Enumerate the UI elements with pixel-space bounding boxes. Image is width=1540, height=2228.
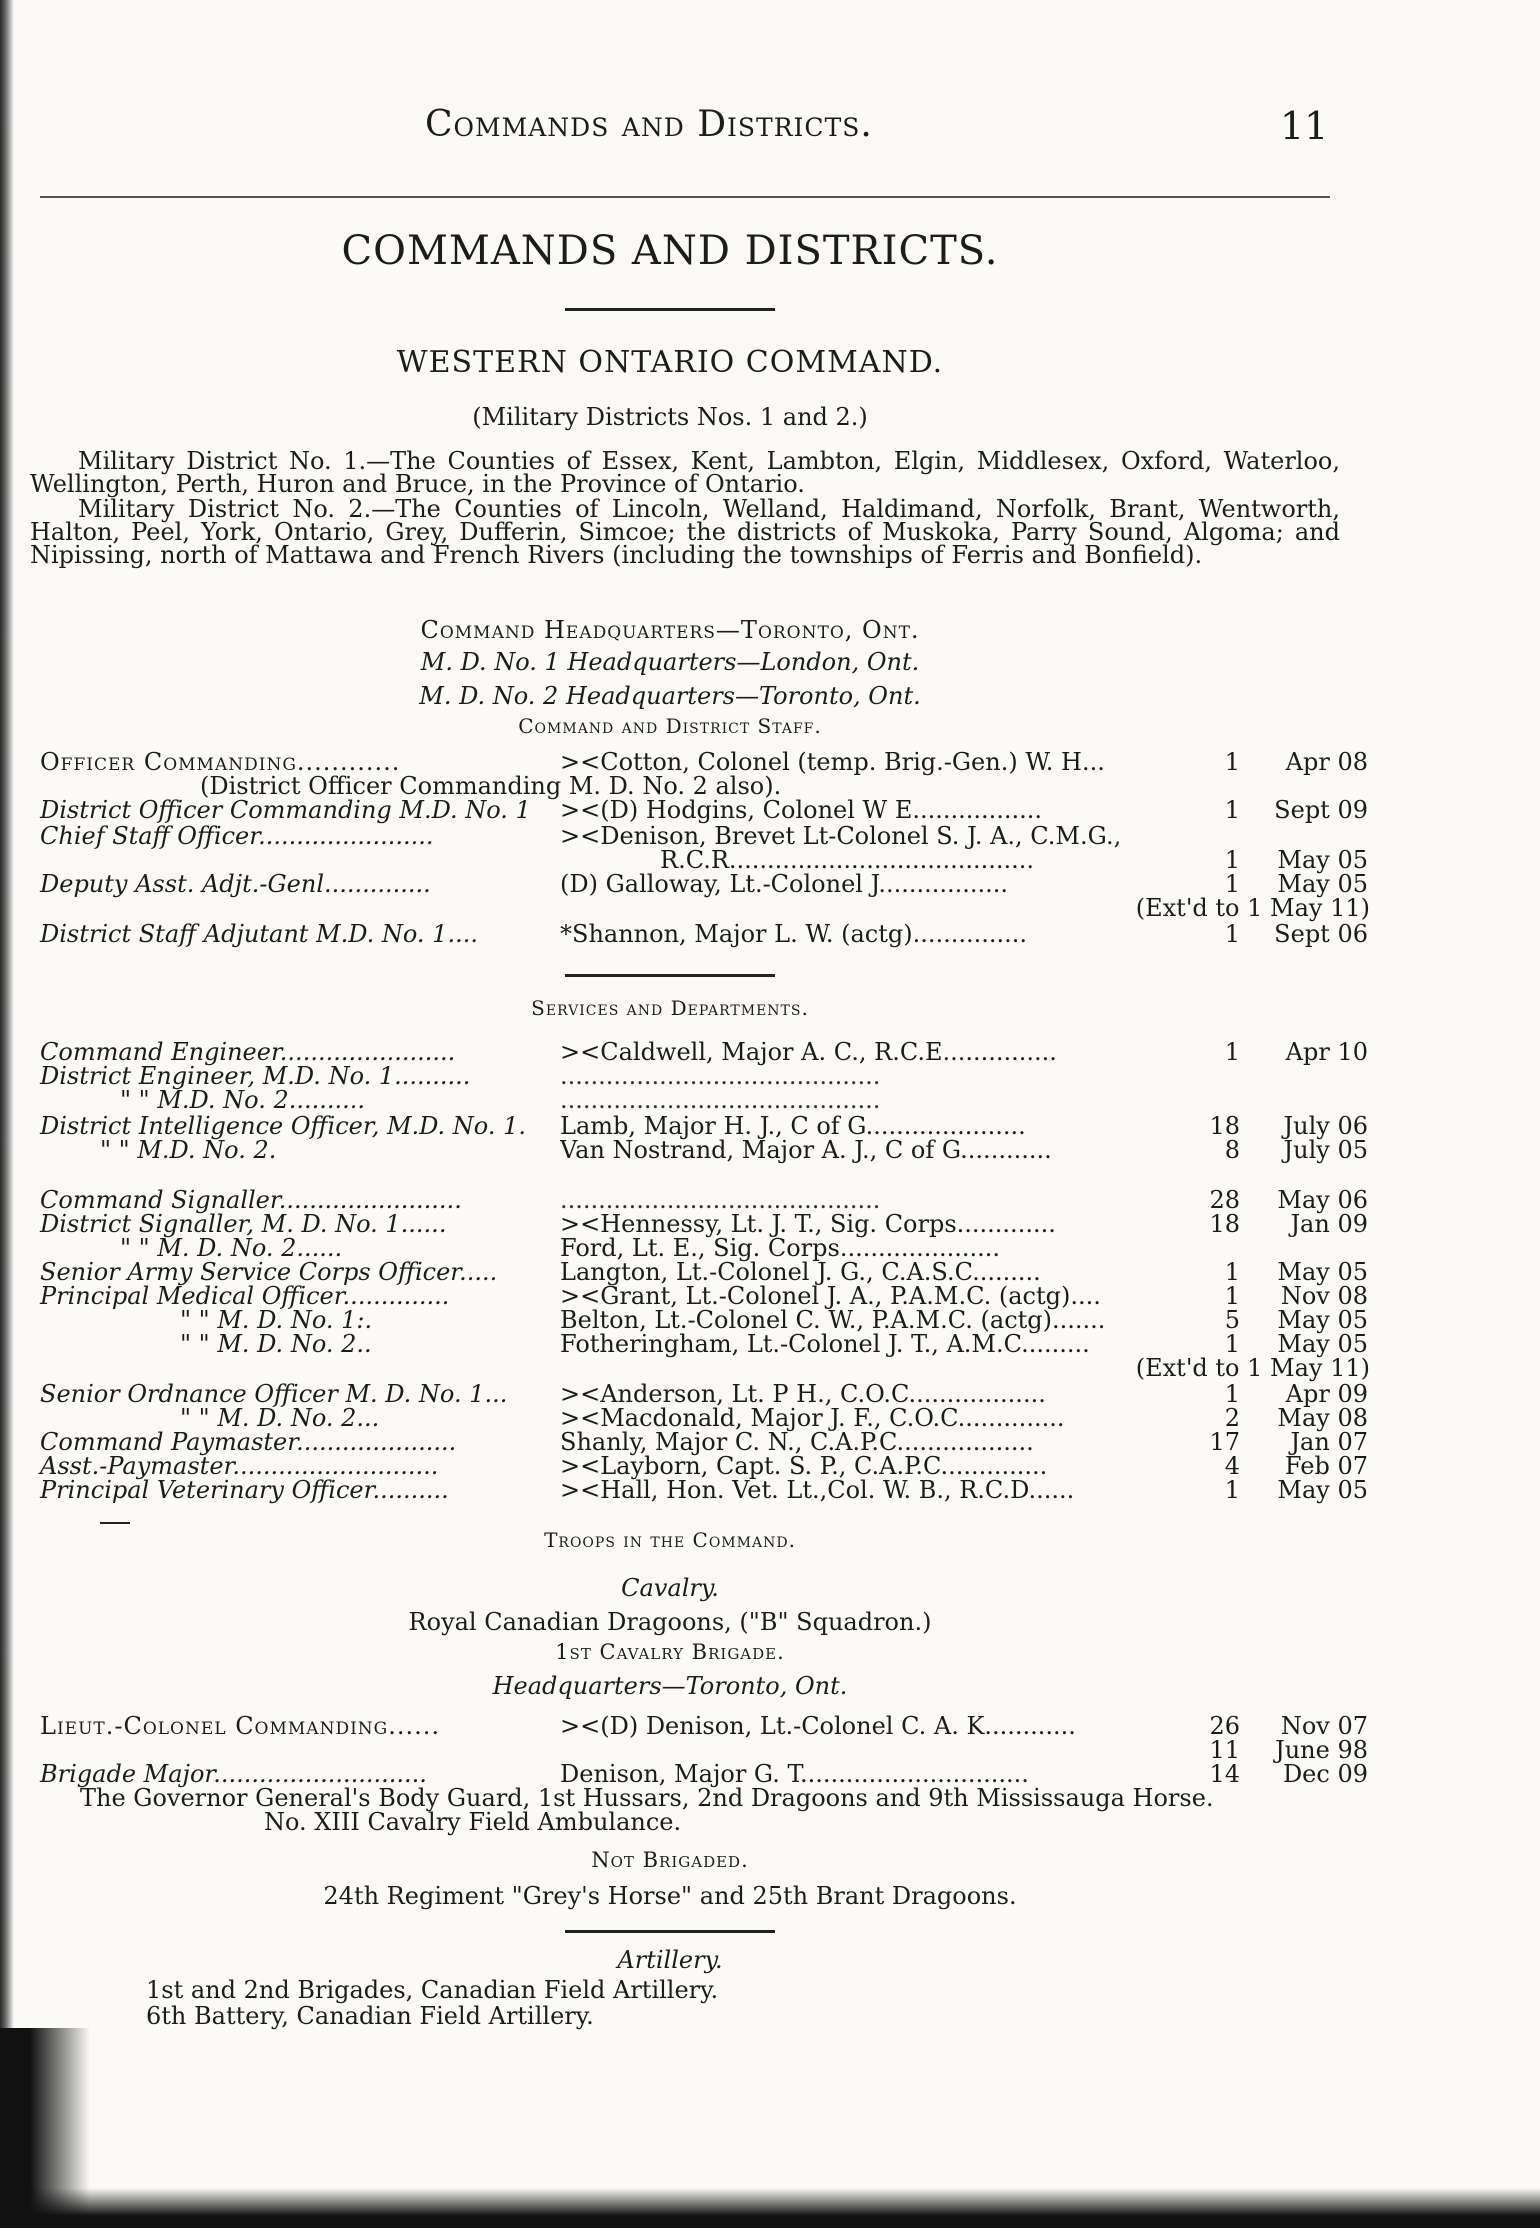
service-row [40,1306,1368,1334]
service-row-num: 8 [1224,1136,1240,1164]
service-row-date: May 05 [1277,1258,1368,1286]
brigade-row-date: June 98 [1275,1736,1368,1764]
service-row-entry: .......................................... [560,1086,881,1114]
staff-row-entry: *Shannon, Major L. W. (actg)............... [560,920,1028,948]
service-row-num: 18 [1209,1112,1240,1140]
cavalry-field-ambulance: No. XIII Cavalry Field Ambulance. [264,1808,682,1836]
cavalry-unit: Royal Canadian Dragoons, ("B" Squadron.) [408,1608,932,1636]
service-row-num: 18 [1209,1210,1240,1238]
not-brigaded-units: 24th Regiment "Grey's Horse" and 25th Brant Dragoons. [323,1882,1017,1910]
staff-row [40,920,1368,948]
running-title: Commands and Districts. [425,104,873,145]
staff-row-label: Deputy Asst. Adjt.-Genl.............. [40,870,431,898]
page-bottom-shadow [0,2188,1540,2228]
brigade-headquarters: Headquarters—Toronto, Ont. [492,1672,848,1700]
service-row-date: May 05 [1277,1476,1368,1504]
staff-row [40,894,1370,922]
service-row-label: " " M. D. No. 2.. [180,1330,372,1358]
staff-row-entry: ><(D) Hodgins, Colonel W E................. [560,796,1043,824]
brigade-row-entry: ><(D) Denison, Lt.-Colonel C. A. K............ [560,1712,1076,1740]
service-row [40,1258,1368,1286]
brigade-heading: 1st Cavalry Brigade. [555,1640,785,1664]
services-heading: Services and Departments. [531,996,809,1020]
troops-heading: Troops in the Command. [544,1528,796,1552]
artillery-heading: Artillery. [617,1946,723,1974]
service-row-entry: Shanly, Major C. N., C.A.P.C.................. [560,1428,1034,1456]
md2-headquarters: M. D. No. 2 Headquarters—Toronto, Ont. [419,682,921,710]
staff-row-num: 1 [1224,870,1240,898]
service-row-num: 5 [1224,1306,1240,1334]
staff-row-date: Sept 09 [1274,796,1368,824]
service-row [40,1330,1368,1358]
service-row-date: Jan 09 [1290,1210,1368,1238]
service-row-entry: .......................................... [560,1186,881,1214]
brigade-row-num: 26 [1209,1712,1240,1740]
staff-row-date: Apr 08 [1285,748,1368,776]
staff-row-label: District Officer Commanding M.D. No. 1 [40,796,531,824]
service-row-label: " " M.D. No. 2.......... [120,1086,366,1114]
staff-row-entry: (District Officer Commanding M. D. No. 2 also). [200,772,782,800]
title-rule [565,308,775,311]
service-row-date: Feb 07 [1284,1452,1368,1480]
service-row-label: Asst.-Paymaster........................... [40,1452,439,1480]
service-row-entry: ><Macdonald, Major J. F., C.O.C.............. [560,1404,1065,1432]
service-row-num: 1 [1224,1330,1240,1358]
service-row [40,1428,1368,1456]
command-name: WESTERN ONTARIO COMMAND. [396,345,944,380]
section-rule [565,1930,775,1933]
service-row-label: Senior Ordnance Officer M. D. No. 1... [40,1380,508,1408]
service-row-entry: Van Nostrand, Major A. J., C of G............ [560,1136,1052,1164]
brigade-row-entry: Denison, Major G. T.............................. [560,1760,1029,1788]
service-row-entry: ><Anderson, Lt. P H., C.O.C.................. [560,1380,1046,1408]
service-row-num: 4 [1224,1452,1240,1480]
staff-row-date: May 05 [1277,870,1368,898]
page-title: COMMANDS AND DISTRICTS. [341,228,999,274]
service-row-entry: ><Hennessy, Lt. J. T., Sig. Corps............. [560,1210,1056,1238]
staff-row [40,772,1340,798]
service-row-date: Apr 09 [1285,1380,1368,1408]
service-row-date: May 05 [1277,1306,1368,1334]
staff-row-entry: ><Cotton, Colonel (temp. Brig.-Gen.) W. H... [560,748,1105,776]
service-row-entry: ><Layborn, Capt. S. P., C.A.P.C.............. [560,1452,1048,1480]
staff-row-num: 1 [1224,920,1240,948]
staff-row-label: District Staff Adjutant M.D. No. 1.... [40,920,478,948]
brigade-row-num: 11 [1209,1736,1240,1764]
md1-headquarters: M. D. No. 1 Headquarters—London, Ont. [420,648,920,676]
staff-row-entry: R.C.R........................................ [660,846,1035,874]
service-row-num: 17 [1209,1428,1240,1456]
service-row [40,1062,1340,1088]
service-row-label: " " M.D. No. 2. [100,1136,277,1164]
service-row-entry: ><Hall, Hon. Vet. Lt.,Col. W. B., R.C.D...... [560,1476,1075,1504]
service-row-label: " " M. D. No. 2...... [120,1234,343,1262]
brigade-row-num: 14 [1209,1760,1240,1788]
service-row-num: 28 [1209,1186,1240,1214]
service-row [40,1210,1368,1238]
service-row-date: July 05 [1283,1136,1368,1164]
section-rule [565,974,775,977]
service-row-date: May 08 [1277,1404,1368,1432]
service-row-entry: ><Caldwell, Major A. C., R.C.E............... [560,1038,1057,1066]
staff-heading: Command and District Staff. [518,714,822,738]
service-row [40,1136,1368,1164]
staff-row [40,870,1368,898]
service-row-entry: ><Grant, Lt.-Colonel J. A., P.A.M.C. (actg).... [560,1282,1101,1310]
service-row-entry: Lamb, Major H. J., C of G..................... [560,1112,1026,1140]
staff-row [40,796,1368,824]
service-row-label: Senior Army Service Corps Officer..... [40,1258,498,1286]
staff-row [40,822,1340,848]
staff-row [40,748,1368,776]
command-headquarters: Command Headquarters—Toronto, Ont. [420,616,920,644]
cavalry-heading: Cavalry. [621,1574,719,1602]
service-row-date: May 06 [1277,1186,1368,1214]
brigade-row-date: Nov 07 [1280,1712,1368,1740]
service-row-num: 2 [1224,1404,1240,1432]
service-row-date: May 05 [1277,1330,1368,1358]
service-row-label: District Engineer, M.D. No. 1.......... [40,1062,471,1090]
staff-row-num: 1 [1224,846,1240,874]
service-row [40,1186,1368,1214]
service-row [40,1476,1368,1504]
service-row-date: July 06 [1283,1112,1368,1140]
service-row-entry: .......................................... [560,1062,881,1090]
command-subtitle: (Military Districts Nos. 1 and 2.) [472,403,868,431]
service-row-label: Command Signaller........................ [40,1186,462,1214]
brigade-row-label: Brigade Major............................ [40,1760,427,1788]
service-row-entry: Ford, Lt. E., Sig. Corps..................... [560,1234,1001,1262]
service-row-num: 1 [1224,1282,1240,1310]
artillery-unit: 1st and 2nd Brigades, Canadian Field Artillery. [146,1976,719,2004]
service-row-num: 1 [1224,1380,1240,1408]
running-header [0,104,1540,160]
service-row [40,1112,1368,1140]
staff-row-label: Chief Staff Officer....................... [40,822,434,850]
page-number: 11 [1280,104,1329,148]
service-row-num: 1 [1224,1476,1240,1504]
brigade-units: The Governor General's Body Guard, 1st Hussars, 2nd Dragoons and 9th Mississauga Horse. [80,1784,1214,1812]
district-2-description: Military District No. 2.—The Counties of Lincoln, Welland, Haldimand, Norfolk, Brant, Wentworth, Halton, Peel, York, Ontario, Grey, Dufferin, Simcoe; the districts of Muskoka, Parry Sound, Algoma; and Nipissing, north of Mattawa and French Rivers (including the townships of Ferris and Bonfield). [30,495,1340,569]
service-row-label: Command Paymaster..................... [40,1428,457,1456]
service-row [40,1234,1340,1260]
staff-row-label: Officer Commanding............ [40,748,401,776]
brigade-row-label: Lieut.-Colonel Commanding...... [40,1712,441,1740]
staff-row-entry: (D) Galloway, Lt.-Colonel J................. [560,870,1009,898]
brigade-row-date: Dec 09 [1282,1760,1368,1788]
service-row-note: (Ext'd to 1 May 11) [1135,1354,1370,1382]
artillery-unit: 6th Battery, Canadian Field Artillery. [146,2002,594,2030]
brigade-row [40,1760,1368,1788]
section-mark [100,1522,130,1524]
staff-row-date: Sept 06 [1274,920,1368,948]
service-row-date: Nov 08 [1280,1282,1368,1310]
service-row-date: Apr 10 [1285,1038,1368,1066]
district-descriptions [30,447,1340,569]
district-1-description: Military District No. 1.—The Counties of Essex, Kent, Lambton, Elgin, Middlesex, Oxford, Waterloo, Wellington, Perth, Huron and Bruce, in the Province of Ontario. [30,447,1340,498]
service-row-label: " " M. D. No. 2... [180,1404,380,1432]
service-row [40,1038,1368,1066]
brigade-row [40,1712,1368,1740]
brigade-row [40,1736,1368,1764]
service-row-label: District Signaller, M. D. No. 1...... [40,1210,447,1238]
service-row-entry: Langton, Lt.-Colonel J. G., C.A.S.C......... [560,1258,1041,1286]
service-row-date: Jan 07 [1290,1428,1368,1456]
not-brigaded-heading: Not Brigaded. [591,1848,749,1872]
service-row [40,1404,1368,1432]
service-row-label: Principal Veterinary Officer.......... [40,1476,449,1504]
service-row [40,1380,1368,1408]
service-row-entry: Belton, Lt.-Colonel C. W., P.A.M.C. (actg)....... [560,1306,1106,1334]
staff-row-num: 1 [1224,748,1240,776]
service-row-num: 1 [1224,1258,1240,1286]
service-row [40,1086,1340,1112]
service-row [40,1354,1370,1382]
service-row [40,1282,1368,1310]
service-row-num: 1 [1224,1038,1240,1066]
service-row-label: Principal Medical Officer.............. [40,1282,450,1310]
staff-row-note: (Ext'd to 1 May 11) [1135,894,1370,922]
staff-row [40,846,1368,874]
staff-row-num: 1 [1224,796,1240,824]
service-row-label: " " M. D. No. 1:. [180,1306,373,1334]
header-rule [40,196,1330,198]
service-row [40,1452,1368,1480]
service-row-entry: Fotheringham, Lt.-Colonel J. T., A.M.C......... [560,1330,1090,1358]
service-row-label: District Intelligence Officer, M.D. No. 1. [40,1112,526,1140]
staff-row-date: May 05 [1277,846,1368,874]
staff-row-entry: ><Denison, Brevet Lt-Colonel S. J. A., C.M.G., [560,822,1122,850]
service-row-label: Command Engineer....................... [40,1038,456,1066]
